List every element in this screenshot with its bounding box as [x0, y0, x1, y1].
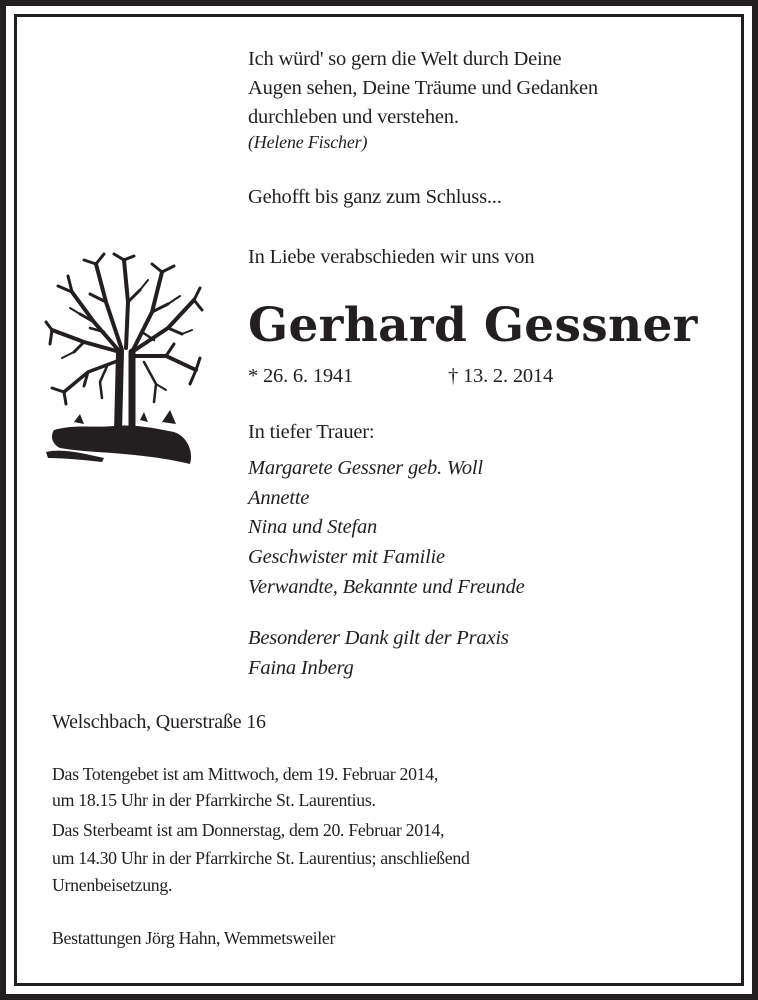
thanks-line-2: Faina Inberg: [248, 657, 354, 679]
mourner-3: Nina und Stefan: [248, 516, 378, 538]
quote-line-1: Ich würd' so gern die Welt durch Deine: [248, 48, 562, 70]
quote-line-2: Augen sehen, Deine Träume und Gedanken: [248, 77, 598, 99]
address: Welschbach, Querstraße 16: [52, 711, 266, 733]
thanks-line-1: Besonderer Dank gilt der Praxis: [248, 627, 509, 649]
service-line-4: um 14.30 Uhr in der Pfarrkirche St. Laurentius; anschließend: [52, 848, 470, 868]
mourning-heading: In tiefer Trauer:: [248, 421, 375, 443]
service-line-3: Das Sterbeamt ist am Donnerstag, dem 20. Februar 2014,: [52, 820, 445, 840]
mourner-1: Margarete Gessner geb. Woll: [248, 457, 483, 479]
service-line-1: Das Totengebet ist am Mittwoch, dem 19. Februar 2014,: [52, 764, 438, 784]
undertaker: Bestattungen Jörg Hahn, Wemmetsweiler: [52, 928, 336, 948]
farewell-line: In Liebe verabschieden wir uns von: [248, 246, 535, 268]
death-date: † 13. 2. 2014: [448, 365, 554, 387]
mourner-4: Geschwister mit Familie: [248, 546, 445, 568]
tree-icon: [44, 252, 204, 470]
hope-line: Gehofft bis ganz zum Schluss...: [248, 186, 502, 208]
quote-line-3: durchleben und verstehen.: [248, 106, 459, 128]
service-line-2: um 18.15 Uhr in der Pfarrkirche St. Laurentius.: [52, 790, 376, 810]
mourner-2: Annette: [248, 487, 310, 509]
mourner-5: Verwandte, Bekannte und Freunde: [248, 576, 525, 598]
birth-date: * 26. 6. 1941: [248, 365, 354, 387]
deceased-name: Gerhard Gessner: [248, 298, 698, 353]
service-line-5: Urnenbeisetzung.: [52, 875, 173, 895]
quote-author: (Helene Fischer): [248, 132, 368, 152]
